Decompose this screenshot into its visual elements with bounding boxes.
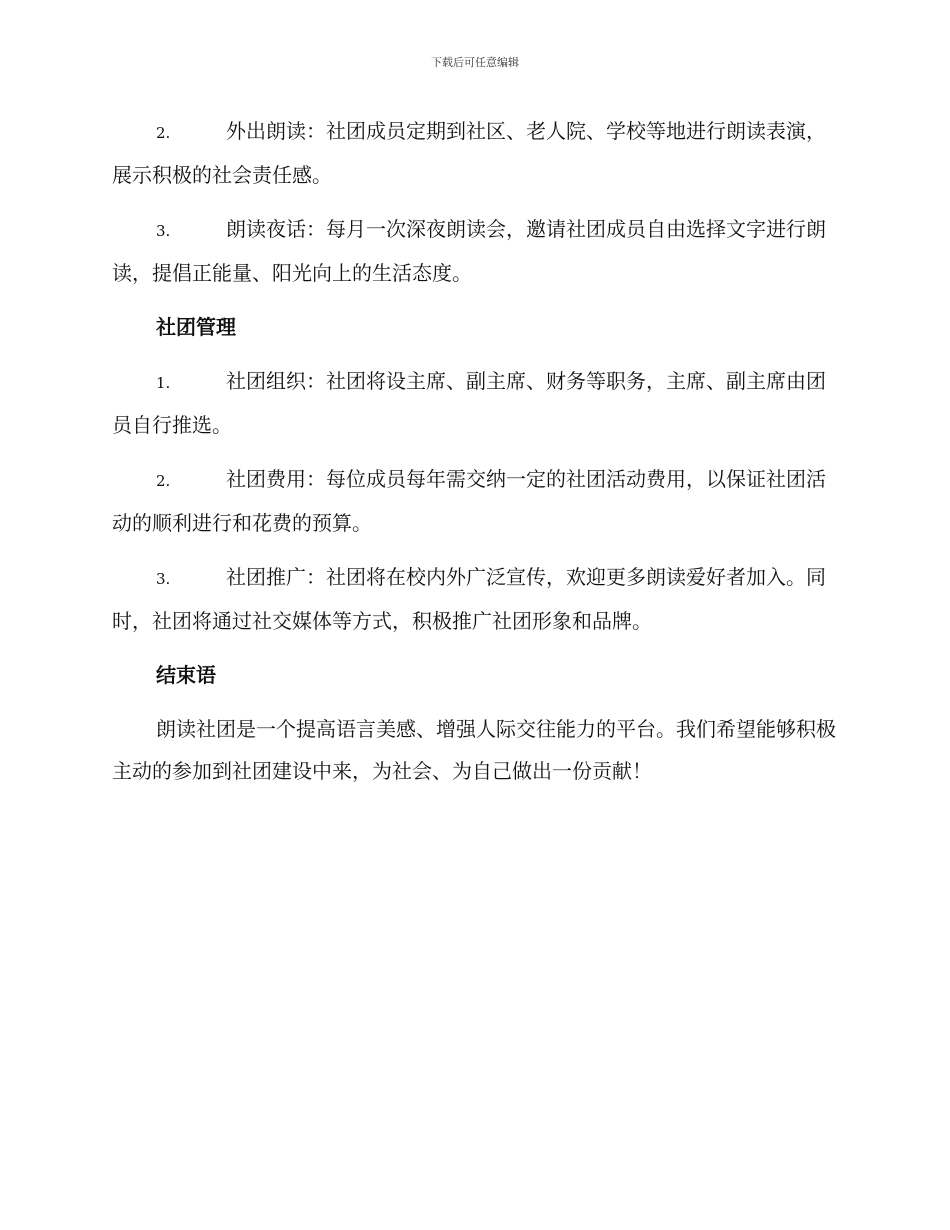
list-number: 1. [156,374,171,392]
list-item [112,556,838,642]
list-item [112,360,838,446]
list-item [112,110,838,196]
list-text: 社团组织：社团将设主席、副主席、财务等职务，主席、副主席由团员自行推选。 [112,369,826,437]
section-heading-conclusion: 结束语 [156,663,216,687]
list-text: 外出朗读：社团成员定期到社区、老人院、学校等地进行朗读表演，展示积极的社会责任感。 [112,119,826,187]
list-number: 2. [156,124,171,142]
list-text: 社团推广：社团将在校内外广泛宣传，欢迎更多朗读爱好者加入。同时，社团将通过社交媒体等方式，积极推广社团形象和品牌。 [112,565,826,633]
page-header: 下载后可任意编辑 [431,56,519,69]
list-number: 3. [156,222,171,240]
list-number: 2. [156,472,171,490]
list-number: 3. [156,570,171,588]
list-item [112,458,838,544]
document-body [112,110,838,804]
list-text: 朗读夜话：每月一次深夜朗读会，邀请社团成员自由选择文字进行朗读，提倡正能量、阳光向上的生活态度。 [112,217,826,285]
list-item [112,208,838,294]
list-text: 社团费用：每位成员每年需交纳一定的社团活动费用，以保证社团活动的顺利进行和花费的预算。 [112,467,826,535]
section-heading-management: 社团管理 [156,315,236,339]
conclusion-paragraph: 朗读社团是一个提高语言美感、增强人际交往能力的平台。我们希望能够积极主动的参加到社团建设中来，为社会、为自己做出一份贡献！ [112,717,836,783]
